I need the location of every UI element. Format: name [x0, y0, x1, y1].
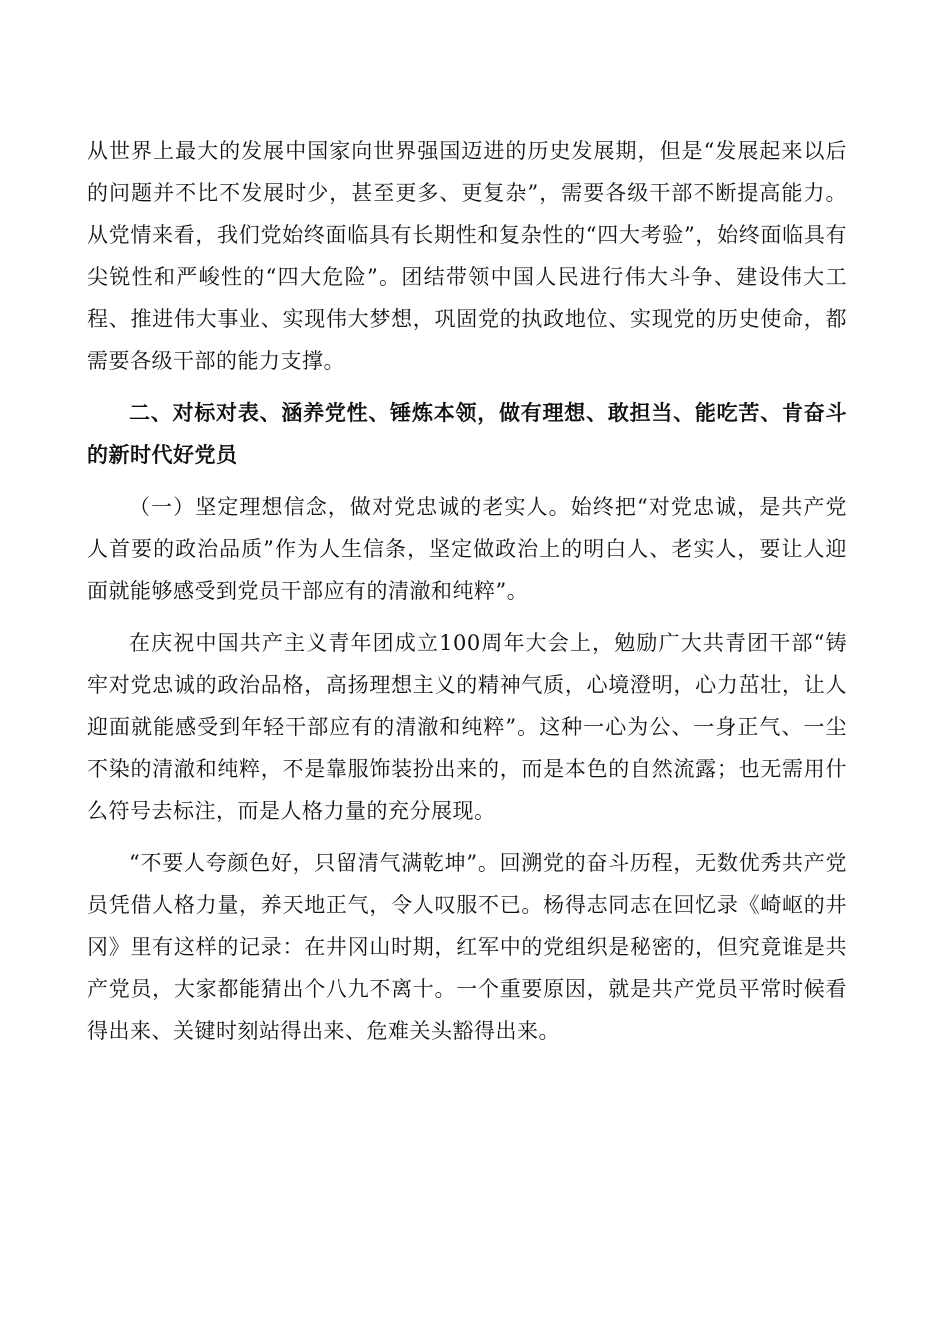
paragraph-continuation: 从世界上最大的发展中国家向世界强国迈进的历史发展期，但是“发展起来以后的问题并不比不发展时少，甚至更多、更复杂”，需要各级干部不断提高能力。从党情来看，我们党始终面临具有长期性和复杂性的“四大考验”，始终面临具有尖锐性和严峻性的“四大危险”。团结带领中国人民进行伟大斗争、建设伟大工程、推进伟大事业、实现伟大梦想，巩固党的执政地位、实现党的历史使命，都需要各级干部的能力支撑。 — [87, 139, 847, 373]
body-paragraph: “不要人夸颜色好，只留清气满乾坤”。回溯党的奋斗历程，无数优秀共产党员凭借人格力量，养天地正气，令人叹服不已。杨得志同志在回忆录《崎岖的井冈》里有这样的记录：在井冈山时期，红军中的党组织是秘密的，但究竟谁是共产党员，大家都能猜出个八九不离十。一个重要原因，就是共产党员平常时候看得出来、关键时刻站得出来、危难关头豁得出来。 — [87, 851, 847, 1043]
document-body — [87, 130, 847, 1052]
subsection-paragraph: （一）坚定理想信念，做对党忠诚的老实人。始终把“对党忠诚，是共产党人首要的政治品质”作为人生信条，坚定做政治上的明白人、老实人，要让人迎面就能够感受到党员干部应有的清澈和纯粹”。 — [87, 495, 847, 603]
body-paragraph: 在庆祝中国共产主义青年团成立100周年大会上，勉励广大共青团干部“铸牢对党忠诚的政治品格，高扬理想主义的精神气质，心境澄明，心力茁壮，让人迎面就能感受到年轻干部应有的清澈和纯粹”。这种一心为公、一身正气、一尘不染的清澈和纯粹，不是靠服饰装扮出来的，而是本色的自然流露；也无需用什么符号去标注，而是人格力量的充分展现。 — [87, 631, 847, 823]
section-heading: 二、对标对表、涵养党性、锤炼本领，做有理想、敢担当、能吃苦、肯奋斗的新时代好党员 — [87, 400, 847, 467]
